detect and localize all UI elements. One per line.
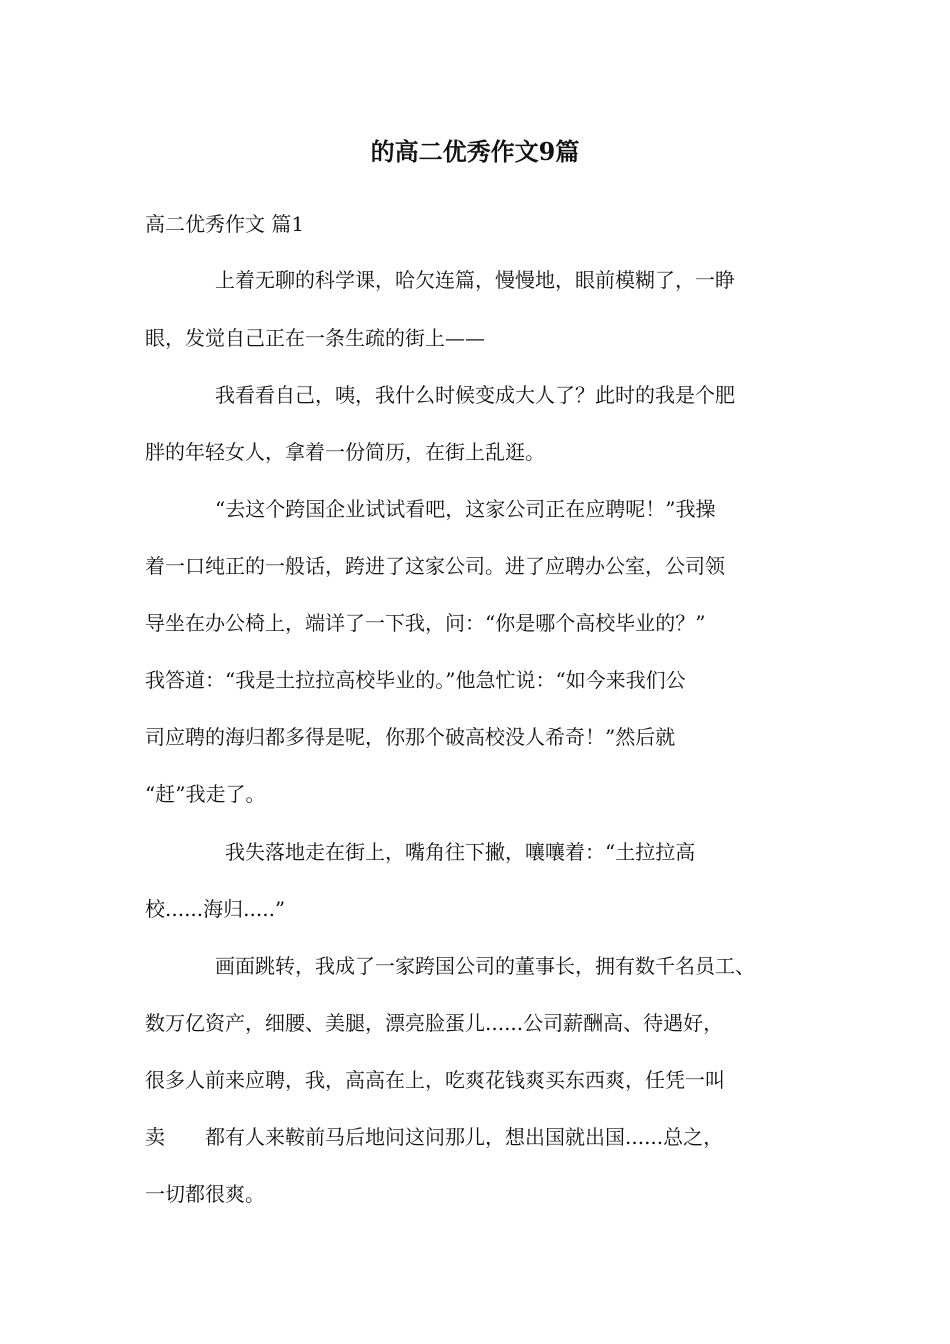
paragraph-line: 胖的年轻女人，拿着一份简历，在街上乱逛。 — [145, 440, 545, 464]
paragraph-line: 校......海归.....” — [145, 897, 286, 921]
paragraph-line: 我失落地走在街上，嘴角往下撇，嚷嚷着：“土拉拉高 — [225, 840, 696, 864]
paragraph-line: 导坐在办公椅上，端详了一下我，问：“你是哪个高校毕业的？” — [145, 611, 706, 635]
paragraph-line: 一切都很爽。 — [145, 1182, 265, 1206]
paragraph-line: 眼，发觉自己正在一条生疏的街上—— — [145, 326, 485, 350]
paragraph-line: 我看看自己，咦，我什么时候变成大人了？此时的我是个肥 — [215, 383, 735, 407]
paragraph-line: 很多人前来应聘，我，高高在上，吃爽花钱爽买东西爽，任凭一叫 — [145, 1068, 725, 1092]
section-heading: 高二优秀作文 篇1 — [145, 212, 305, 236]
paragraph-line: 着一口纯正的一般话，跨进了这家公司。进了应聘办公室，公司领 — [145, 554, 725, 578]
document-title: 的高二优秀作文9篇 — [370, 137, 580, 166]
paragraph-line: “赶”我走了。 — [145, 782, 266, 806]
paragraph-line: 上着无聊的科学课，哈欠连篇，慢慢地，眼前模糊了，一睁 — [215, 268, 735, 292]
paragraph-line: 卖 都有人来鞍前马后地问这问那儿，想出国就出国......总之， — [145, 1125, 724, 1149]
paragraph-line: 我答道：“我是土拉拉高校毕业的。”他急忙说：“如今来我们公 — [145, 668, 686, 692]
paragraph-line: 画面跳转，我成了一家跨国公司的董事长，拥有数千名员工、 — [215, 954, 755, 978]
paragraph-line: 司应聘的海归都多得是呢，你那个破高校没人希奇！”然后就 — [145, 725, 676, 749]
paragraph-line: 数万亿资产，细腰、美腿，漂亮脸蛋儿......公司薪酬高、待遇好， — [145, 1011, 724, 1035]
paragraph-line: “去这个跨国企业试试看吧，这家公司正在应聘呢！”我操 — [215, 497, 716, 521]
